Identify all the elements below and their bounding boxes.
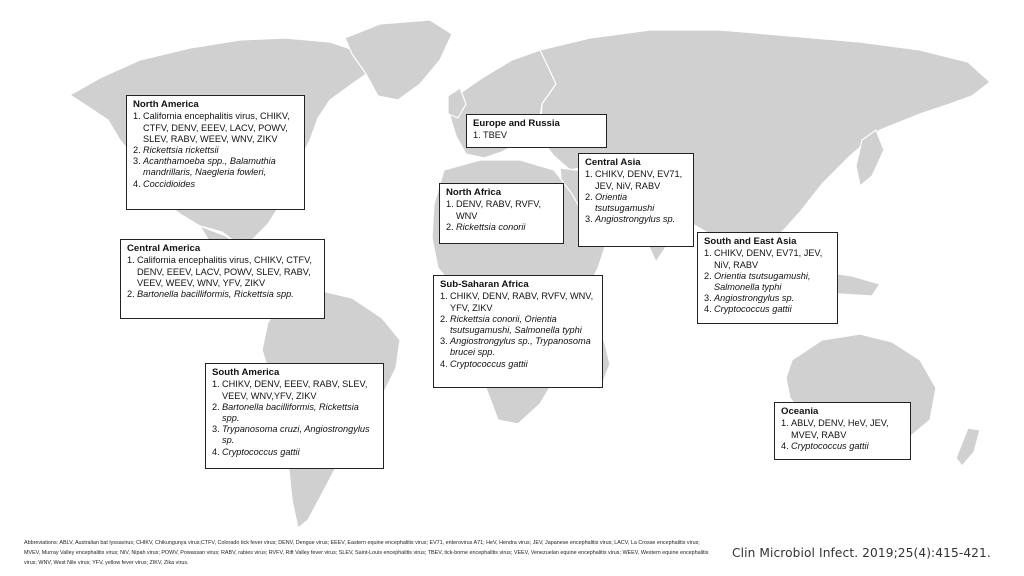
landmass-greenland bbox=[345, 20, 452, 100]
item-list bbox=[781, 418, 904, 452]
region-title: Sub-Saharan Africa bbox=[440, 279, 529, 290]
region-box-south-america bbox=[205, 363, 384, 469]
list-item bbox=[704, 304, 831, 315]
list-item bbox=[704, 248, 831, 270]
region-title: North America bbox=[133, 99, 199, 110]
item-text: TBEV bbox=[483, 130, 507, 141]
item-text: California encephalitis virus, CHIKV, CTFV, DENV, EEEV, LACV, POWV, SLEV, RABV, VEEV, WEEV, WNV, YFV, ZIKV bbox=[137, 255, 312, 288]
item-number: 2. bbox=[127, 289, 135, 300]
item-text: DENV, RABV, RVFV, WNV bbox=[456, 199, 542, 221]
item-number: 1. bbox=[585, 169, 593, 180]
item-number: 1. bbox=[704, 248, 712, 259]
list-item bbox=[440, 359, 596, 370]
landmass-new-zealand bbox=[956, 428, 980, 466]
list-item bbox=[473, 130, 600, 141]
item-list bbox=[473, 130, 600, 141]
item-number: 3. bbox=[704, 293, 712, 304]
region-title: Central America bbox=[127, 243, 201, 254]
list-item bbox=[212, 402, 377, 424]
item-number: 2. bbox=[704, 270, 712, 281]
item-text: CHIKV, DENV, EEEV, RABV, SLEV, VEEV, WNV,YFV, ZIKV bbox=[222, 379, 368, 401]
item-number: 2. bbox=[440, 313, 448, 324]
item-text: Rickettsia conorii bbox=[456, 221, 526, 232]
region-title: South and East Asia bbox=[704, 236, 797, 247]
item-list bbox=[127, 255, 318, 300]
item-number: 1. bbox=[127, 255, 135, 266]
item-number: 1. bbox=[440, 291, 448, 302]
item-text: California encephalitis virus, CHIKV, CTFV, DENV, EEEV, LACV, POWV, SLEV, RABV, WEEV, WNV, ZIKV bbox=[143, 111, 290, 144]
item-text: Angiostrongylus sp., Trypanosoma brucei spp. bbox=[450, 336, 591, 358]
item-text: Orientia tsutsugamushi, Salmonella typhi bbox=[714, 270, 811, 293]
item-text: ABLV, DENV, HeV, JEV, MVEV, RABV bbox=[791, 418, 889, 440]
citation: Clin Microbiol Infect. 2019;25(4):415-421. bbox=[732, 546, 991, 560]
item-number: 3. bbox=[585, 214, 593, 225]
item-number: 2. bbox=[212, 401, 220, 412]
region-box-north-america bbox=[126, 95, 305, 210]
item-list bbox=[133, 111, 298, 189]
list-item bbox=[440, 291, 596, 313]
list-item bbox=[585, 214, 687, 225]
item-text: Cryptococcus gattii bbox=[714, 304, 792, 315]
item-text: Cryptococcus gattii bbox=[791, 440, 869, 451]
list-item bbox=[440, 314, 596, 336]
item-text: Bartonella bacilliformis, Rickettsia spp. bbox=[222, 401, 359, 424]
item-text: Coccidioides bbox=[143, 178, 196, 189]
item-text: Angiostrongylus sp. bbox=[595, 214, 676, 225]
region-box-oceania bbox=[774, 402, 911, 460]
list-item bbox=[133, 156, 298, 178]
list-item bbox=[704, 293, 831, 304]
item-number: 1. bbox=[446, 199, 454, 210]
item-text: Cryptococcus gattii bbox=[222, 446, 300, 457]
item-text: Orientia tsutsugamushi bbox=[595, 191, 655, 214]
item-text: Rickettsia conorii, Orientia tsutsugamushi, Salmonella typhi bbox=[450, 313, 582, 336]
region-title: Central Asia bbox=[585, 157, 641, 168]
item-number: 2. bbox=[585, 191, 593, 202]
list-item bbox=[212, 379, 377, 401]
list-item bbox=[704, 271, 831, 293]
item-number: 1. bbox=[133, 111, 141, 122]
item-number: 1. bbox=[781, 418, 789, 429]
list-item bbox=[585, 169, 687, 191]
item-text: CHIKV, DENV, EV71, JEV, NiV, RABV bbox=[595, 169, 683, 191]
list-item bbox=[212, 447, 377, 458]
item-number: 4. bbox=[781, 440, 789, 451]
region-box-central-america bbox=[120, 239, 325, 319]
list-item bbox=[127, 255, 318, 289]
item-text: CHIKV, DENV, RABV, RVFV, WNV, YFV, ZIKV bbox=[450, 291, 594, 313]
region-box-central-asia bbox=[578, 153, 694, 247]
item-number: 4. bbox=[704, 304, 712, 315]
item-text: Bartonella bacilliformis, Rickettsia spp. bbox=[137, 289, 294, 300]
list-item bbox=[440, 336, 596, 358]
item-number: 4. bbox=[440, 358, 448, 369]
list-item bbox=[781, 441, 904, 452]
item-text: Angiostrongylus sp. bbox=[714, 293, 795, 304]
item-list bbox=[585, 169, 687, 225]
list-item bbox=[133, 145, 298, 156]
region-box-south-east-asia bbox=[697, 232, 838, 324]
item-text: Acanthamoeba spp., Balamuthia mandrillaris, Naegleria fowleri, bbox=[143, 156, 276, 178]
item-number: 1. bbox=[473, 130, 481, 141]
region-title: Oceania bbox=[781, 406, 819, 417]
item-list bbox=[704, 248, 831, 315]
item-text: Rickettsia rickettsii bbox=[143, 145, 219, 156]
item-text: Trypanosoma cruzi, Angiostrongylus sp. bbox=[222, 424, 370, 446]
list-item bbox=[127, 289, 318, 300]
item-number: 4. bbox=[212, 446, 220, 457]
item-number: 1. bbox=[212, 379, 220, 390]
item-text: CHIKV, DENV, EV71, JEV, NiV, RABV bbox=[714, 248, 823, 270]
region-box-sub-saharan-africa bbox=[433, 275, 603, 388]
list-item bbox=[446, 199, 557, 221]
region-box-europe-russia bbox=[466, 114, 607, 148]
list-item bbox=[781, 418, 904, 440]
list-item bbox=[133, 111, 298, 145]
item-list bbox=[446, 199, 557, 233]
item-list bbox=[212, 379, 377, 457]
region-box-north-africa bbox=[439, 183, 564, 244]
list-item bbox=[133, 179, 298, 190]
item-number: 2. bbox=[133, 145, 141, 156]
item-number: 2. bbox=[446, 221, 454, 232]
region-title: Europe and Russia bbox=[473, 118, 560, 129]
item-text: Cryptococcus gattii bbox=[450, 358, 528, 369]
item-number: 4. bbox=[133, 178, 141, 189]
region-title: South America bbox=[212, 367, 280, 378]
list-item bbox=[585, 192, 687, 214]
list-item bbox=[446, 222, 557, 233]
abbreviations-footnote: Abbreviations: ABLV, Australian bat lyssavirus; CHIKV, Chikungunya virus;CTFV, Colorado tick fever virus; DENV, Dengue virus; EEEV, Eastern equine encephalitis virus; EV71, enterovirus A71; HeV, Hendra virus; JEV, Japanese encephalitis virus; LACV, La Crosse encephalitis virus; MVEV, Murray Valley encephalitis virus; NiV, Nipah virus; POWV, Powassan virus; RABV, rabies virus; RVFV, Rift Valley fever virus; SLEV, Saint-Louis encephalitis virus; TBEV, tick-borne encephalitis virus; VEEV, Venezuelan equine encephalitis virus; WEEV, Western equine encephalitis virus; WNV, West Nile virus; YFV, yellow fever virus; ZIKV, Zika virus. bbox=[24, 540, 709, 566]
item-number: 3. bbox=[133, 156, 141, 167]
list-item bbox=[212, 424, 377, 446]
item-number: 3. bbox=[212, 424, 220, 435]
region-title: North Africa bbox=[446, 187, 502, 198]
item-number: 3. bbox=[440, 336, 448, 347]
item-list bbox=[440, 291, 596, 369]
